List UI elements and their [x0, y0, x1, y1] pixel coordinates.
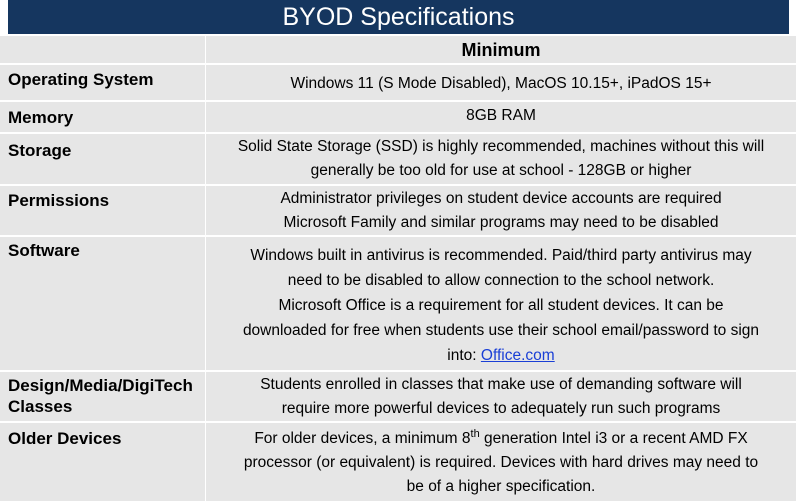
specifications-table: [0, 34, 797, 501]
table-header-row: [0, 35, 797, 64]
row-value-design-media-digitech: [206, 371, 797, 422]
storage-line-1: Solid State Storage (SSD) is highly recommended, machines without this will: [237, 138, 765, 155]
row-value-software: [206, 236, 797, 371]
design-line-1: Students enrolled in classes that make use of demanding software will: [260, 376, 742, 393]
permissions-line-1: Administrator privileges on student device accounts are required: [280, 190, 722, 207]
software-line-5: [206, 343, 796, 368]
page-title: BYOD Specifications: [8, 0, 789, 34]
row-value-memory: 8GB RAM: [206, 101, 797, 133]
design-label-line-2: Classes: [8, 397, 73, 416]
column-header-minimum: Minimum: [206, 35, 797, 64]
row-value-permissions: [206, 185, 797, 236]
row-label-storage: Storage: [0, 133, 206, 185]
older-line-1-sup: th: [470, 427, 480, 440]
table-row-os: [0, 64, 797, 101]
row-label-operating-system: Operating System: [0, 64, 206, 101]
table-row-design: [0, 371, 797, 422]
software-line-3: Microsoft Office is a requirement for all student devices. It can be: [278, 297, 724, 314]
table-row-permissions: [0, 185, 797, 236]
older-line-1: [206, 427, 796, 451]
older-line-3: be of a higher specification.: [406, 478, 596, 495]
row-label-permissions: Permissions: [0, 185, 206, 236]
office-link[interactable]: Office.com: [480, 347, 555, 364]
older-line-1-prefix: For older devices, a minimum 8: [254, 430, 471, 447]
row-value-storage: [206, 133, 797, 185]
older-line-1-suffix: generation Intel i3 or a recent AMD FX: [479, 430, 748, 447]
row-label-older-devices: Older Devices: [0, 422, 206, 501]
older-line-2: processor (or equivalent) is required. Devices with hard drives may need to: [243, 454, 759, 471]
row-label-memory: Memory: [0, 101, 206, 133]
header-empty-cell: [0, 35, 206, 64]
software-into-text: into:: [447, 347, 481, 364]
table-row-storage: [0, 133, 797, 185]
row-value-operating-system: Windows 11 (S Mode Disabled), MacOS 10.15+, iPadOS 15+: [206, 64, 797, 101]
table-row-memory: [0, 101, 797, 133]
design-label-line-1: Design/Media/DigiTech: [8, 376, 193, 395]
row-label-software: Software: [0, 236, 206, 371]
row-value-older-devices: [206, 422, 797, 501]
design-line-2: require more powerful devices to adequately run such programs: [281, 400, 721, 417]
software-line-4: downloaded for free when students use their school email/password to sign: [242, 322, 760, 339]
software-line-2: need to be disabled to allow connection to the school network.: [287, 272, 715, 289]
software-line-1: Windows built in antivirus is recommended. Paid/third party antivirus may: [250, 247, 752, 264]
permissions-line-2: Microsoft Family and similar programs may need to be disabled: [283, 214, 719, 231]
table-row-software: [0, 236, 797, 371]
storage-line-2: generally be too old for use at school - 128GB or higher: [310, 162, 692, 179]
table-row-older-devices: [0, 422, 797, 501]
row-label-design-media-digitech: [0, 371, 206, 422]
